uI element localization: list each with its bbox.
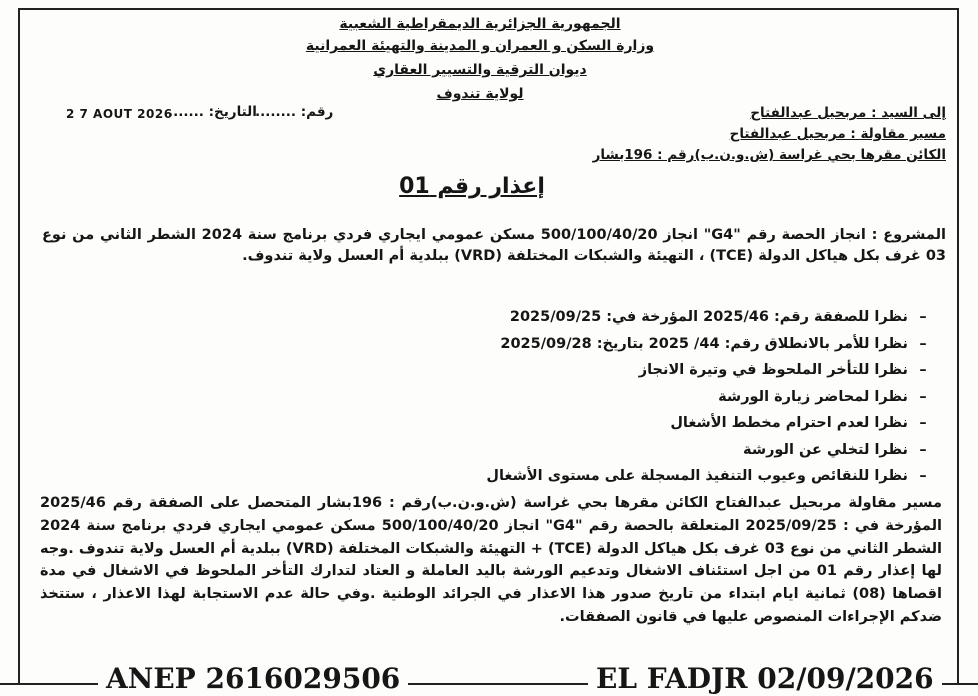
- list-item: –نظرا للأمر بالانطلاق رقم: 44/ 2025 بتاريخ: 2025/09/28: [500, 335, 927, 352]
- header-republic: الجمهورية الجزائرية الديمقراطية الشعبية: [339, 16, 621, 32]
- list-item: –نظرا للتأخر الملحوظ في وتيرة الانجاز: [638, 362, 927, 378]
- footer-publication: EL FADJR 02/09/2026: [588, 662, 942, 696]
- reference-number: رقم: ........: [255, 104, 334, 120]
- notice-body: مسير مقاولة مربحيل عبدالفتاح الكائن مقرها بحي غراسة (ش.و.ن.ب)رقم : 196بشار المتحصل على الصفقة رقم 2025/46 المؤرخة في : 2025/09/25 المتعلقة بالحصة رقم "G4" انجاز 500/100/40/20 مسكن عمومي ايجاري فردي برنامج سنة 2024 الشطر الثاني من نوع 03 غرف بكل هياكل الدولة (TCE) + التهيئة والشبكات المختلفة (VRD) ببلدية أم العسل ولاية تندوف .وجه لها إعذار رقم 01 من اجل استئناف الاشغال وتدعيم الورشة باليد العاملة و العتاد لتدارك التأخر الملحوظ في الاشغال في مدة اقصاها (08) ثمانية ايام ابتداء من تاريخ صدور هذا الاعذار في الجرائد الوطنية .وفي حالة عدم الاستجابة لهذا الاعذار ، ستتخذ ضدكم الإجراءات المنصوص عليها في قانون الصفقات.: [40, 495, 943, 625]
- list-item: –نظرا لمحاضر زيارة الورشة: [718, 388, 927, 405]
- footer-anep-number: ANEP 2616029506: [98, 662, 408, 696]
- notice-title: إعذار رقم 01: [399, 174, 545, 199]
- list-item: –نظرا للصفقة رقم: 2025/46 المؤرخة في: 2025/09/25: [509, 309, 927, 325]
- header-office: ديوان الترقية والتسيير العقاري: [373, 62, 587, 78]
- list-item: –نظرا لتخلي عن الورشة: [743, 441, 927, 458]
- header-ministry: وزارة السكن و العمران و المدينة والتهيئة العمرانية: [305, 38, 655, 54]
- considerations-list: [486, 304, 938, 490]
- project-description: المشروع : انجاز الحصة رقم "G4" انجاز 500/100/40/20 مسكن عمومي ايجاري فردي برنامج سنة 2024 الشطر الثاني من نوع 03 غرف بكل هياكل الدولة (TCE) ، التهيئة والشبكات المختلفة (VRD) ببلدية أم العسل ولاية تندوف.: [42, 227, 947, 264]
- list-item: –نظرا لعدم احترام مخطط الأشغال: [670, 415, 927, 431]
- list-item: –نظرا للنقائص وعيوب التنفيذ المسجلة على مستوى الأشغال: [486, 468, 927, 484]
- reference-date: التاريخ: .......: [168, 104, 257, 120]
- recipient-address: الكائن مقرها بحي غراسة (ش.و.ن.ب)رقم : 196بشار: [592, 147, 946, 163]
- recipient-manager: مسير مقاولة : مربحيل عبدالفتاح: [729, 126, 946, 142]
- date-stamp: 2 7 AOUT 2026: [66, 107, 173, 121]
- header-wilaya: لولاية تندوف: [436, 86, 524, 102]
- recipient-to: إلى السيد : مربحيل عبدالفتاح: [750, 105, 946, 121]
